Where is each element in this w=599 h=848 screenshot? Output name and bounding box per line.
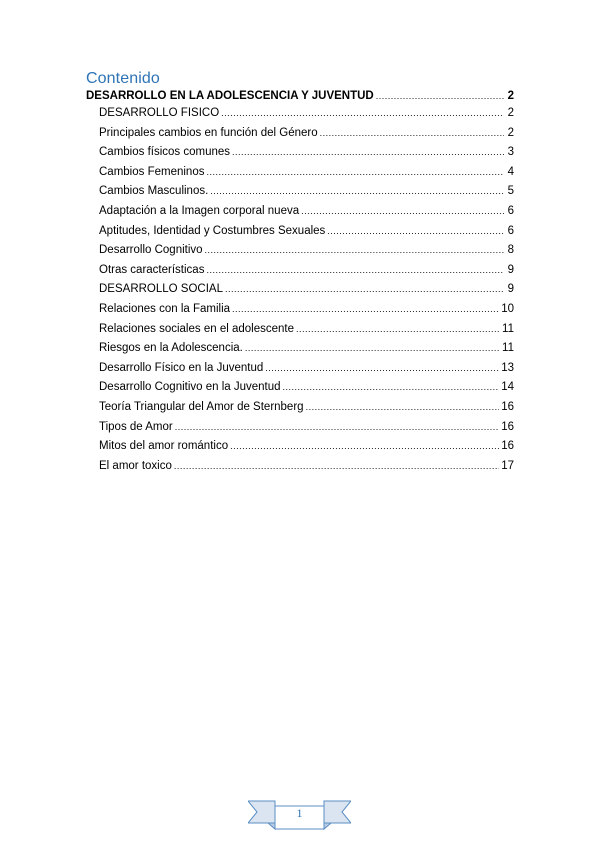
toc-entry-label: Cambios Femeninos: [99, 165, 205, 178]
toc-dot-leader: [245, 343, 500, 353]
toc-entry[interactable]: [86, 342, 514, 362]
toc-entry-page: 5: [507, 185, 514, 198]
toc-entry-page: 6: [507, 224, 514, 237]
toc-entry-page: 16: [501, 420, 514, 433]
toc-entry-label: Desarrollo Físico en la Juventud: [99, 361, 264, 374]
toc-entry-page: 17: [501, 459, 514, 472]
toc-entry[interactable]: [86, 401, 514, 421]
toc-entry-page: 11: [502, 342, 514, 355]
toc-entry[interactable]: [86, 303, 514, 323]
toc-entry[interactable]: [86, 283, 514, 303]
toc-entry-label: Desarrollo Cognitivo: [99, 244, 203, 257]
toc-dot-leader: [206, 167, 504, 177]
toc-entry-page: 4: [507, 165, 514, 178]
toc-entry-page: 2: [507, 126, 514, 139]
toc-dot-leader: [230, 441, 499, 451]
toc-dot-leader: [174, 461, 499, 471]
toc-entry-label: Cambios físicos comunes: [99, 146, 231, 159]
toc-entry[interactable]: [86, 90, 514, 107]
toc-dot-leader: [232, 147, 504, 157]
toc-dot-leader: [205, 245, 504, 255]
toc-entry[interactable]: [86, 323, 514, 343]
toc-dot-leader: [221, 108, 504, 118]
toc-entry-page: 16: [501, 400, 514, 413]
toc-dot-leader: [175, 422, 499, 432]
toc-entry-label: DESARROLLO FISICO: [99, 107, 220, 119]
toc-title: Contenido: [86, 70, 160, 87]
toc-entry-label: Otras características: [99, 263, 205, 276]
toc-entry[interactable]: [86, 146, 514, 166]
toc-entry[interactable]: [86, 460, 514, 480]
toc-entry[interactable]: [86, 225, 514, 245]
toc-dot-leader: [232, 304, 499, 314]
toc-entry-page: 3: [507, 146, 514, 159]
toc-entry[interactable]: [86, 421, 514, 441]
toc-entry-page: 6: [507, 204, 514, 217]
toc-entry-page: 9: [507, 283, 514, 296]
toc-entry-label: Relaciones con la Familia: [99, 302, 231, 315]
toc-entry-label: El amor toxico: [99, 459, 172, 472]
toc-entry-label: Relaciones sociales en el adolescente: [99, 322, 294, 335]
toc-dot-leader: [283, 382, 500, 392]
toc-dot-leader: [225, 284, 504, 294]
toc-entry[interactable]: [86, 205, 514, 225]
toc-entry-label: Principales cambios en función del Género: [99, 126, 318, 139]
toc-entry-label: Teoría Triangular del Amor de Sternberg: [99, 400, 304, 413]
toc-dot-leader: [320, 128, 504, 138]
toc-entry-label: Cambios Masculinos.: [99, 185, 209, 198]
toc-entry-page: 13: [501, 361, 514, 374]
page-number: 1: [296, 806, 303, 820]
toc-dot-leader: [306, 402, 500, 412]
toc-entry[interactable]: [86, 381, 514, 401]
toc-entry-label: Adaptación a la Imagen corporal nueva: [99, 204, 300, 217]
toc-dot-leader: [301, 206, 504, 216]
toc-entry-page: 16: [501, 440, 514, 453]
toc-entry-label: DESARROLLO SOCIAL: [99, 283, 223, 296]
toc-entry-label: Desarrollo Cognitivo en la Juventud: [99, 381, 281, 394]
toc-entry[interactable]: [86, 185, 514, 205]
toc-dot-leader: [210, 186, 504, 196]
toc-dot-leader: [327, 226, 504, 236]
toc-entry-label: DESARROLLO EN LA ADOLESCENCIA Y JUVENTUD: [86, 90, 374, 102]
toc-entry-label: Mitos del amor romántico: [99, 440, 229, 453]
toc-entry-page: 10: [501, 302, 514, 315]
toc-entry-page: 9: [507, 263, 514, 276]
toc-dot-leader: [376, 91, 504, 101]
toc-entry[interactable]: [86, 440, 514, 460]
toc-entry[interactable]: [86, 244, 514, 264]
table-of-contents: [86, 90, 514, 479]
toc-entry[interactable]: [86, 362, 514, 382]
toc-entry-page: 2: [507, 90, 514, 102]
toc-entry-page: 8: [507, 244, 514, 257]
toc-entry[interactable]: [86, 264, 514, 284]
toc-entry[interactable]: [86, 127, 514, 147]
toc-dot-leader: [296, 324, 500, 334]
toc-entry[interactable]: [86, 166, 514, 186]
toc-entry-label: Tipos de Amor: [99, 420, 173, 433]
toc-entry-page: 11: [502, 322, 514, 335]
toc-entry-page: 2: [507, 107, 514, 119]
toc-dot-leader: [206, 265, 504, 275]
toc-entry[interactable]: [86, 107, 514, 127]
toc-entry-page: 14: [501, 381, 514, 394]
toc-entry-label: Aptitudes, Identidad y Costumbres Sexuales: [99, 224, 326, 237]
toc-entry-label: Riesgos en la Adolescencia.: [99, 342, 243, 355]
toc-dot-leader: [265, 363, 499, 373]
